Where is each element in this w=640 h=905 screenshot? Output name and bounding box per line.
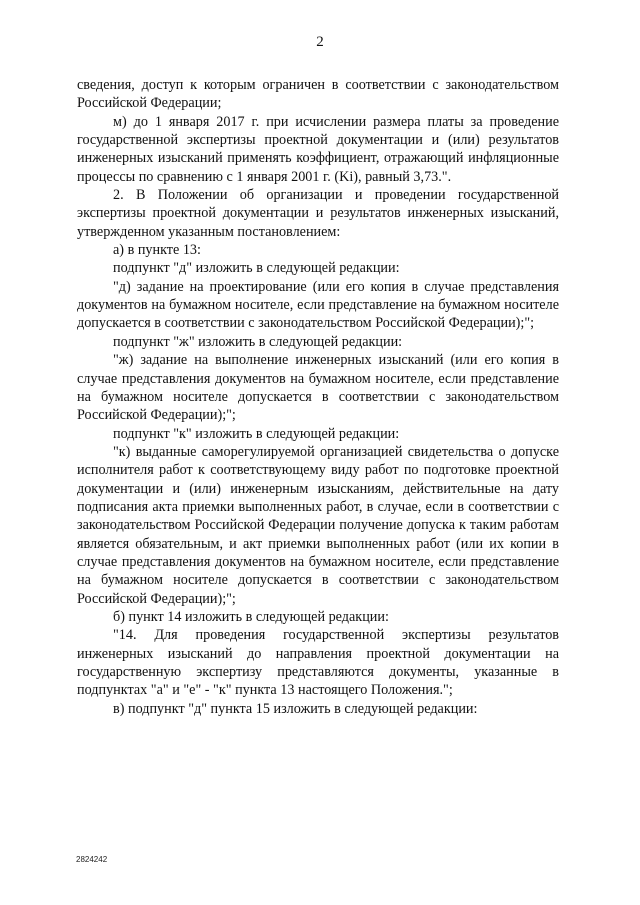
paragraph: "14. Для проведения государственной экспертизы результатов инженерных изысканий до направления проектной документации на государственную экспертизу представляются документы, указанные в подпунктах "а" и "е" - "к" пункта 13 настоящего Положения."; <box>77 627 559 699</box>
paragraph: м) до 1 января 2017 г. при исчислении размера платы за проведение государственной экспертизы проектной документации и (или) результатов инженерных изысканий применять коэффициент, отражающий инфляционные процессы по сравнению с 1 января 2001 г. (Ki), равный 3,73.". <box>77 113 559 185</box>
paragraph: "д) задание на проектирование (или его копия в случае представления документов на бумажном носителе, если представление на бумажном носителе допускается в соответствии с законодательством Российской Федерации);"; <box>77 278 559 332</box>
paragraph: сведения, доступ к которым ограничен в соответствии с законодательством Российской Федерации; <box>77 77 559 112</box>
document-body <box>77 76 559 718</box>
paragraph: подпункт "к" изложить в следующей редакции: <box>113 425 400 442</box>
document-id: 2824242 <box>76 855 108 864</box>
paragraph: подпункт "д" изложить в следующей редакции: <box>113 260 400 277</box>
paragraph: "к) выданные саморегулируемой организацией свидетельства о допуске исполнителя работ к соответствующему виду работ по подготовке проектной документации и (или) инженерным изысканиям, действительные на дату подписания акта приемки выполненных работ, в случае, если в соответствии с законодательством Российской Федерации получение допуска к таким работам является обязательным, и акт приемки выполненных работ (или их копии в случае представления документов на бумажном носителе, если представление на бумажном носителе допускается в соответствии с законодательством Российской Федерации);"; <box>77 443 559 607</box>
paragraph: 2. В Положении об организации и проведении государственной экспертизы проектной документации и результатов инженерных изысканий, утвержденном указанным постановлением: <box>77 187 559 240</box>
paragraph: б) пункт 14 изложить в следующей редакции: <box>113 608 389 625</box>
paragraph: в) подпункт "д" пункта 15 изложить в следующей редакции: <box>113 700 478 717</box>
page-number: 2 <box>316 34 324 50</box>
paragraph: подпункт "ж" изложить в следующей редакции: <box>113 333 403 350</box>
paragraph: "ж) задание на выполнение инженерных изысканий (или его копия в случае представления документов на бумажном носителе, если представление на бумажном носителе допускается в соответствии с законодательством Российской Федерации);"; <box>77 352 559 424</box>
paragraph: а) в пункте 13: <box>113 242 201 259</box>
